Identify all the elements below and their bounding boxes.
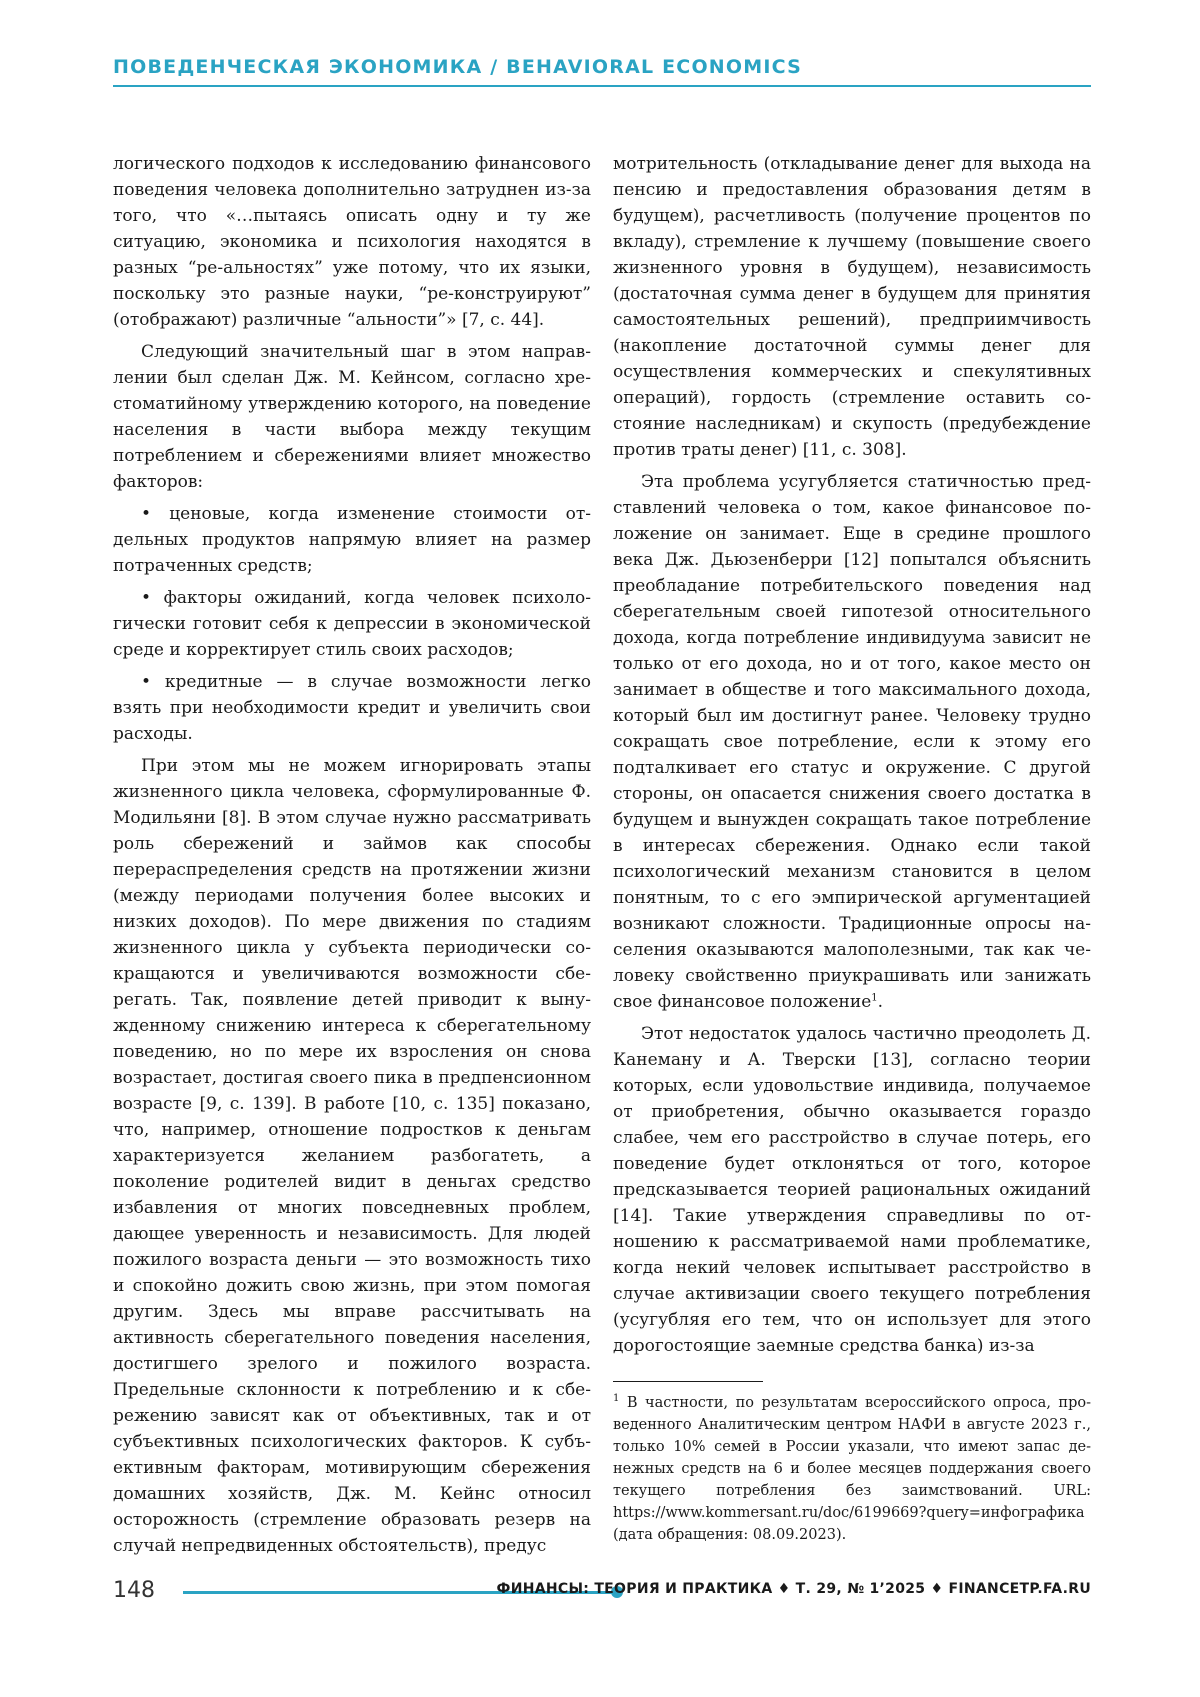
footnote-number: 1	[613, 1393, 620, 1405]
journal-info: ФИНАНСЫ: ТЕОРИЯ И ПРАКТИКА ♦ Т. 29, № 1’2025 ♦ FINANCETP.FA.RU	[496, 1581, 1091, 1597]
bullet-item: • кредитные — в случае возможности легко взять при необходимости кредит и увеличить свои расходы.	[113, 672, 591, 744]
left-column	[113, 151, 591, 1559]
header-rule	[113, 85, 1091, 87]
paragraph	[613, 469, 1091, 1015]
footnote-marker[interactable]: 1	[871, 992, 878, 1004]
paragraph: логического подходов к исследованию финансового поведения человека дополнительно затруднен из-за того, что «…пытаясь описать одну и ту же ситуацию, экономика и психология находятся в разных “ре-альностях” уже потому, что их языки, поскольку это разные науки, “ре-конструируют” (отображают) различные “альности”» [7, с. 44].	[113, 154, 591, 330]
footnote-text: В частности, по результатам всероссийского опроса, проведенного Аналитическим центром НАФИ в августе 2023 г., только 10% семей в России указали, что имеют запас денежных средств на 6 и более месяцев поддержания своего текущего потребления без заимствований. URL: https://www.kommersant.ru/doc/6199669?query=инфографика (дата обращения: 08.09.2023).	[613, 1395, 1091, 1543]
paragraph: Следующий значительный шаг в этом направлении был сделан Дж. М. Кейнсом, согласно хрестоматийному утверждению которого, на поведение населения в части выбора между текущим потреблением и сбережениями влияет множество факторов:	[113, 342, 591, 492]
page-footer	[113, 1578, 1091, 1608]
paragraph: мотрительность (откладывание денег для выхода на пенсию и предоставления образования детям в будущем), расчетливость (получение процентов по вкладу), стремление к лучшему (повышение своего жизненного уровня в будущем), независимость (достаточная сумма денег в будущем для принятия самостоятельных решений), предприимчивость (накопление достаточной суммы денег для осуществления коммерческих и спекулятивных операций), гордость (стремление оставить состояние наследникам) и скупость (предубеждение против траты денег) [11, с. 308].	[613, 154, 1091, 460]
paragraph: При этом мы не можем игнорировать этапы жизненного цикла человека, сформулированные Ф. Модильяни [8]. В этом случае нужно рассматривать роль сбережений и займов как способы перераспределения средств на протяжении жизни (между периодами получения более высоких и низких доходов). По мере движения по стадиям жизненного цикла у субъекта периодически сокращаются и увеличиваются возможности сберегать. Так, появление детей приводит к вынужденному снижению интереса к сберегательному поведению, но по мере их взросления он снова возрастает, достигая своего пика в предпенсионном возрасте [9, с. 139]. В работе [10, с. 135] показано, что, например, отношение подростков к деньгам характеризуется желанием разбогатеть, а поколение родителей видит в деньгах средство избавления от многих повседневных проблем, дающее уверенность и независимость. Для людей пожилого возраста деньги — это возможность тихо и спокойно дожить свою жизнь, при этом помогая другим. Здесь мы вправе рассчитывать на активность сберегательного поведения населения, достигшего зрелого и пожилого возраста. Предельные склонности к потреблению и к сбережению зависят как от объективных, так и от субъективных психологических факторов. К субъективным факторам, мотивирующим сбережения домашних хозяйств, Дж. М. Кейнс относил осторожность (стремление образовать резерв на случай непредвиденных обстоятельств), предус	[113, 756, 591, 1556]
paragraph-end: .	[877, 992, 884, 1012]
right-column	[613, 151, 1091, 1359]
section-header: ПОВЕДЕНЧЕСКАЯ ЭКОНОМИКА / BEHAVIORAL ECONOMICS	[113, 56, 803, 78]
bullet-item: • факторы ожиданий, когда человек психологически готовит себя к депрессии в экономической среде и корректирует стиль своих расходов;	[113, 588, 591, 660]
footnote-rule	[613, 1381, 763, 1382]
paragraph: Этот недостаток удалось частично преодолеть Д. Канеману и А. Тверски [13], согласно теории которых, если удовольствие индивида, получаемое от приобретения, обычно оказывается гораздо слабее, чем его расстройство в случае потерь, его поведение будет отклоняться от того, которое предсказывается теорией рациональных ожиданий [14]. Такие утверждения справедливы по отношению к рассматриваемой нами проблематике, когда некий человек испытывает расстройство в случае активизации своего текущего потребления (усугубляя его тем, что он использует для этого дорогостоящие заемные средства банка) из-за	[613, 1024, 1091, 1356]
paragraph-text: Эта проблема усугубляется статичностью представлений человека о том, какое финансовое положение он занимает. Еще в средине прошлого века Дж. Дьюзенберри [12] попытался объяснить преобладание потребительского поведения над сберегательным своей гипотезой относительного дохода, когда потребление индивидуума зависит не только от его дохода, но и от того, какое место он занимает в обществе и того максимального дохода, который был им достигнут ранее. Человеку трудно сокращать свое потребление, если к этому его подталкивает его статус и окружение. С другой стороны, он опасается снижения своего достатка в будущем и вынужден сокращать такое потребление в интересах сбережения. Однако если такой психологический механизм становится в целом понятным, то с его эмпирической аргументацией возникают сложности. Традиционные опросы населения оказываются малополезными, так как человеку свойственно приукрашивать или занижать свое финансовое положение	[613, 472, 1091, 1012]
bullet-item: • ценовые, когда изменение стоимости отдельных продуктов напрямую влияет на размер потраченных средств;	[113, 504, 591, 576]
page-number: 148	[113, 1578, 155, 1603]
footnote	[613, 1392, 1091, 1546]
